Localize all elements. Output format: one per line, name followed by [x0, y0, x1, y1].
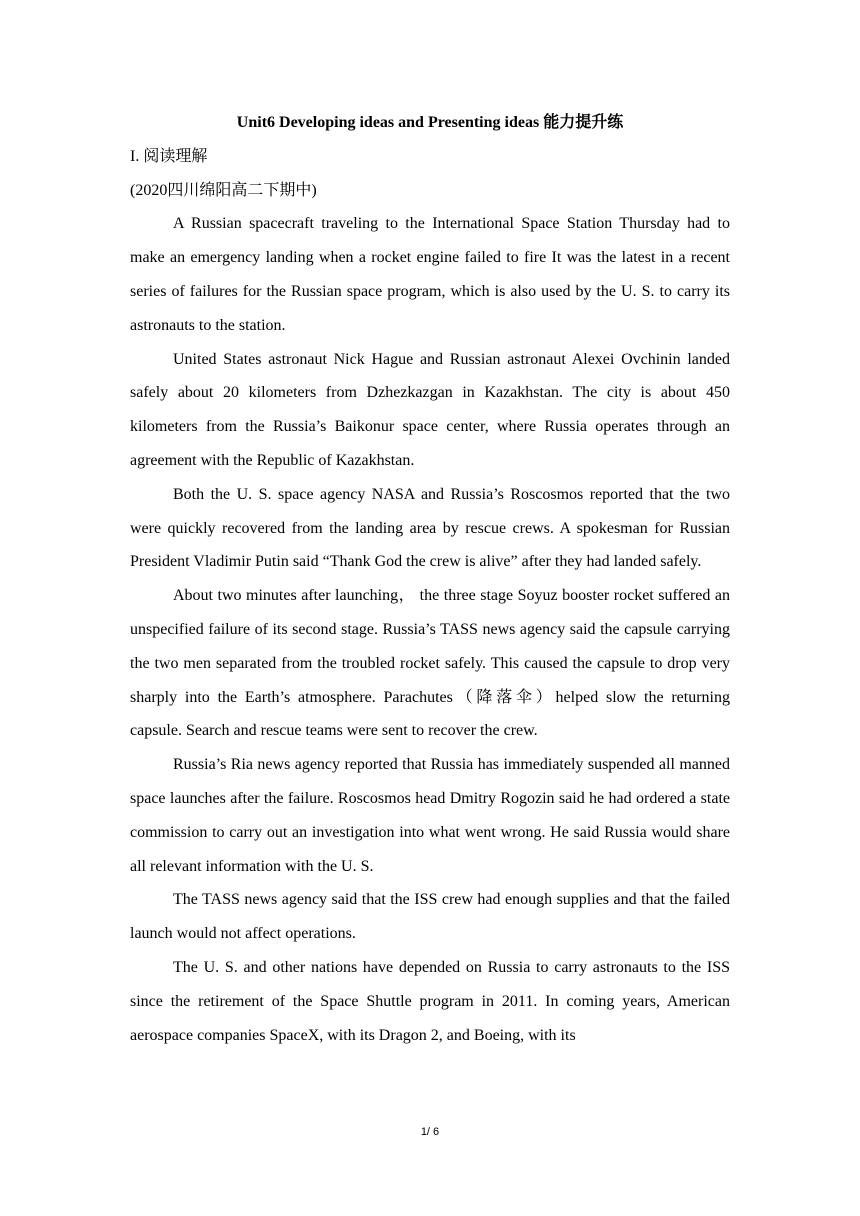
- source-note: (2020四川绵阳高二下期中): [130, 181, 317, 199]
- document-page: [130, 106, 730, 1052]
- paragraph: Both the U. S. space agency NASA and Russia’s Roscosmos reported that the two were quickly recovered from the landing area by rescue crews. A spokesman for Russian President Vladimir Putin said “Thank God the crew is alive” after they had landed safely.: [130, 485, 730, 571]
- paragraph: About two minutes after launching， the three stage Soyuz booster rocket suffered an unspecified failure of its second stage. Russia’s TASS news agency said the capsule carrying the two men separated from the troubled rocket safely. This caused the capsule to drop very sharply into the Earth’s atmosphere. Parachutes（降落伞）helped slow the returning capsule. Search and rescue teams were sent to recover the crew.: [130, 587, 730, 740]
- paragraph: United States astronaut Nick Hague and Russian astronaut Alexei Ovchinin landed safely about 20 kilometers from Dzhezkazgan in Kazakhstan. The city is about 450 kilometers from the Russia’s Baikonur space center, where Russia operates through an agreement with the Republic of Kazakhstan.: [130, 350, 730, 469]
- document-title: Unit6 Developing ideas and Presenting ideas 能力提升练: [236, 114, 624, 131]
- page-number: 1/ 6: [420, 1126, 440, 1138]
- section-heading: I. 阅读理解: [130, 147, 208, 165]
- paragraph: The TASS news agency said that the ISS crew had enough supplies and that the failed launch would not affect operations.: [130, 891, 730, 943]
- paragraph: Russia’s Ria news agency reported that Russia has immediately suspended all manned space launches after the failure. Roscosmos head Dmitry Rogozin said he had ordered a state commission to carry out an investigation into what went wrong. He said Russia would share all relevant information with the U. S.: [130, 756, 730, 875]
- paragraph: A Russian spacecraft traveling to the International Space Station Thursday had to make an emergency landing when a rocket engine failed to fire It was the latest in a recent series of failures for the Russian space program, which is also used by the U. S. to carry its astronauts to the station.: [130, 215, 730, 334]
- paragraph: The U. S. and other nations have depended on Russia to carry astronauts to the ISS since the retirement of the Space Shuttle program in 2011. In coming years, American aerospace companies SpaceX, with its Dragon 2, and Boeing, with its: [130, 958, 730, 1044]
